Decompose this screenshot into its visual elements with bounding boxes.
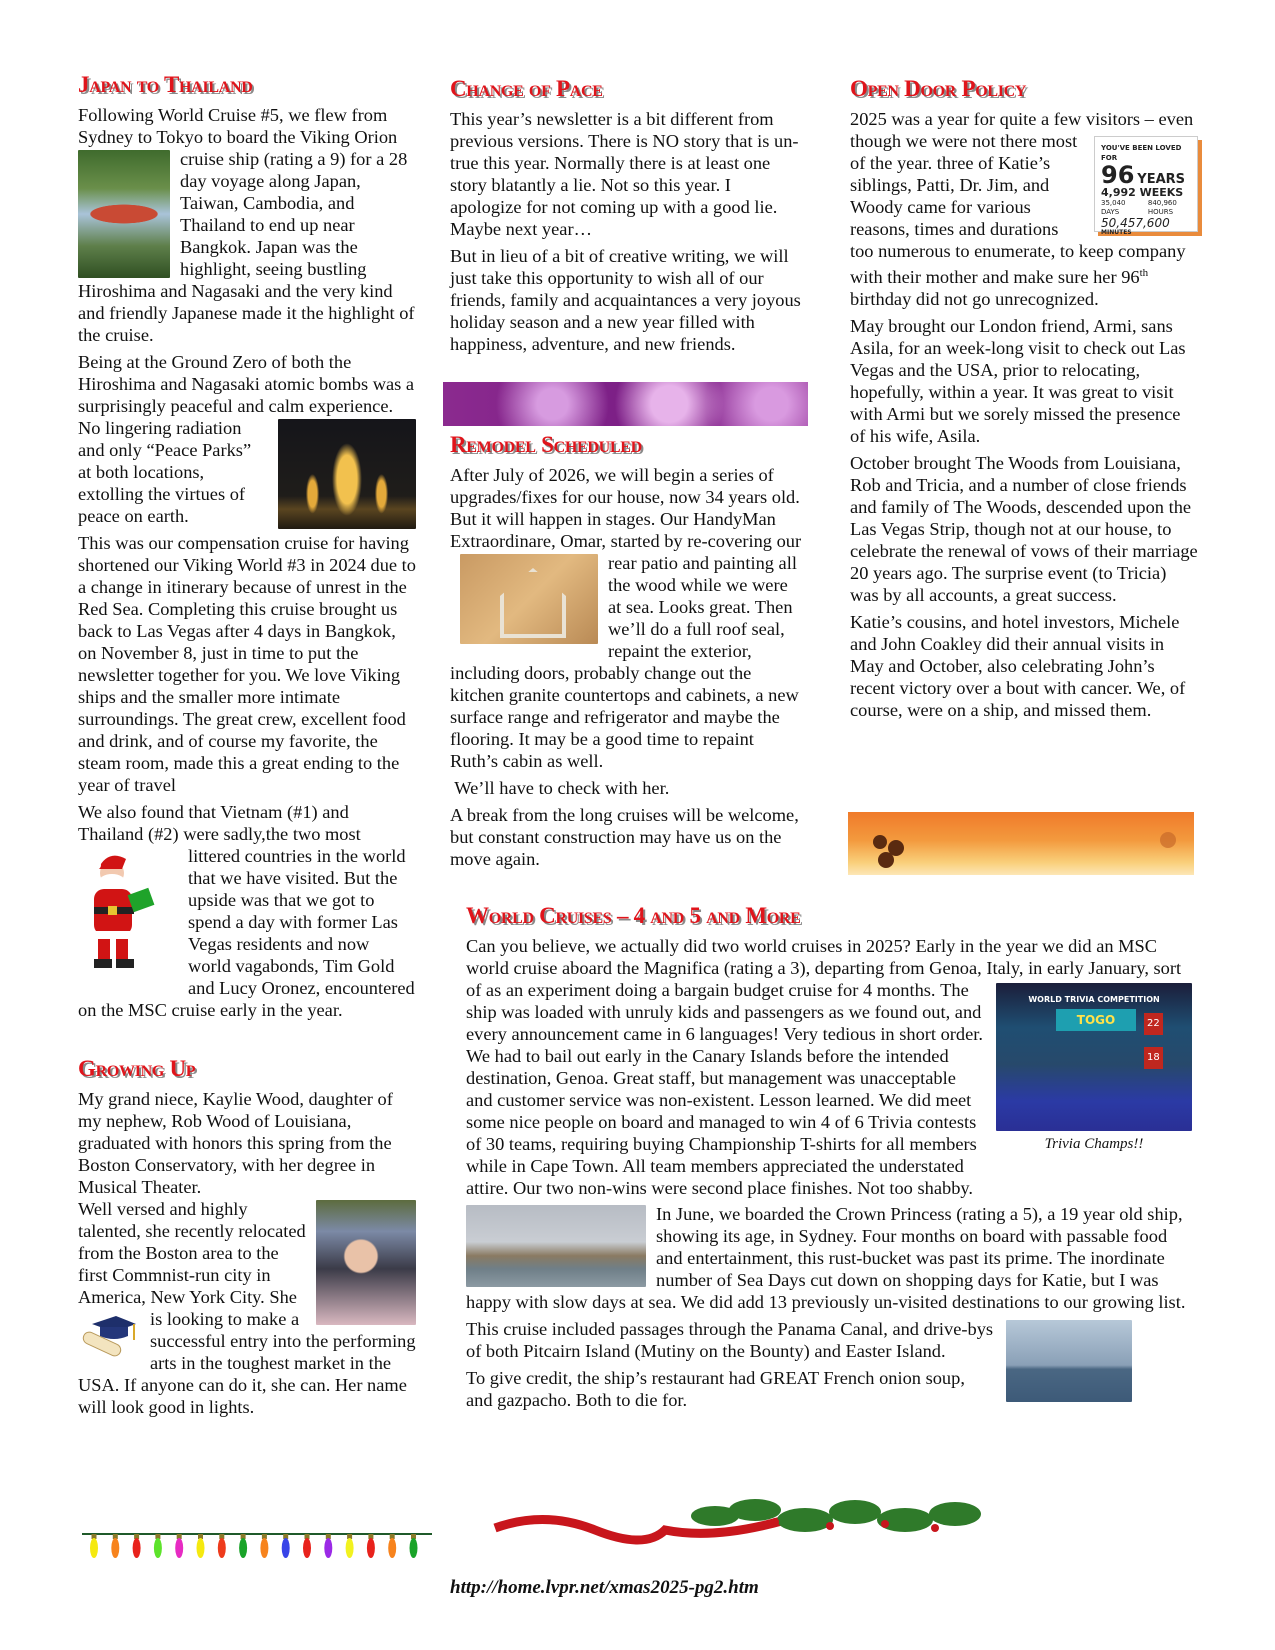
world-paragraph-3: This cruise included passages through the Panama Canal, and drive-bys of both Pitcairn Island (Mutiny on the Bounty) and Easter Island. <box>466 1318 1192 1362</box>
heading-world-cruises: World Cruises – 4 and 5 and More <box>466 903 801 928</box>
ornaments-icon <box>848 812 1194 875</box>
growing-paragraph-1: My grand niece, Kaylie Wood, daughter of my nephew, Rob Wood of Louisiana, graduated with honors this spring from the Boston Conservatory, with her degree in Musical Theater. <box>78 1089 393 1197</box>
world-paragraph-4: To give credit, the ship’s restaurant had GREAT French onion soup, and gazpacho. Both to die for. <box>466 1368 965 1410</box>
light-bulb-icon <box>367 1534 375 1558</box>
graduate-photo <box>316 1200 416 1325</box>
change-paragraph-1: This year’s newsletter is a bit different from previous versions. There is NO story that is un-true this year. Normally there is at least one story blatantly a lie. Not so this year. I apologize for not coming up with a good lie. Maybe next year… <box>450 109 799 239</box>
opendoor-paragraph-1: 2025 was a year for quite a few visitors – YOU'VE BEEN LOVED FOR 96 YEARS 4,992 WEEKS 35,040 DAYS 840,960 HOURS 50,457,600 MINUTES even though we were not there most of the year. three of Katie’s siblings, Patti, Dr. Jim, and Woody came for various reasons, times and durations too numerous to enumerate, to keep company with their mother and make sure her 96th birthday did not go unrecognized. <box>850 108 1198 310</box>
light-bulb-icon <box>133 1534 141 1558</box>
heading-growing-up: Growing Up <box>78 1056 196 1081</box>
japan-paragraph-3: This was our compensation cruise for having shortened our Viking World #3 in 2024 due to a change in itinerary because of unrest in the Red Sea. Completing this cruise brought us back to Las Vegas after 4 days in Bangkok, on November 8, just in time to put the newsletter together for you. We love Viking ships and the smaller more intimate surroundings. The great crew, excellent food and drink, and of course my favorite, the steam room, made this a great ending to the year of travel <box>78 533 416 795</box>
light-bulb-icon <box>90 1534 98 1558</box>
world-paragraph-1: Can you believe, we actually did two world cruises in 2025? Early in the year we did an MSC world cruise aboard the Magnifica (rating a 3), departing from Genoa, Italy, in early January, sort of as an experiment doing a bargain budget cruise for 4 months. WORLD TRIVIA COMPETITION TOGO 22 18 Trivia Champs!! The ship was loaded with unruly kids and passengers as we found out, and every announcement came in 6 languages! Very tedious in short order. We had to bail out early in the Canary Islands before the intended destination, Genoa. Great staff, but management was unacceptable and customer service was non-existent. Lesson learned. We did meet some nice people on board and managed to win 4 of 6 Trivia contests of 30 teams, requiring buying Championship T-shirts for all members while in Cape Town. All team members appreciated the understated attire. Our two non-wins were second place finishes. Not too shabby. <box>466 935 1192 1199</box>
column-middle <box>450 76 805 360</box>
column-right <box>850 76 1198 726</box>
heading-change-of-pace: Change of Pace <box>450 76 603 101</box>
thailand-temple-photo <box>278 419 416 529</box>
remodel-paragraph-1: After July of 2026, we will begin a series of upgrades/fixes for our house, now 34 years old. But it will happen in stages. Our HandyMan Extraordinare, Omar, started by re-covering our rear patio and painting all the wood while we were at sea. Looks great. Then we’ll do a full roof seal, repaint the exterior, including doors, probably change out the kitchen granite countertops and cabinets, a new surface range and refrigerator and maybe the flooring. It may be a good time to repaint Ruth’s cabin as well. <box>450 465 802 771</box>
trivia-figure <box>996 983 1192 1155</box>
opendoor-paragraph-2: May brought our London friend, Armi, sans Asila, for an week-long visit to check out Las Vegas and the USA, prior to relocating, hopefully, within a year. It was great to visit with Armi but we sorely missed the presence of his wife, Asila. <box>850 316 1186 447</box>
remodel-paragraph-3: A break from the long cruises will be welcome, but constant construction may have us on the move again. <box>450 805 799 869</box>
light-bulb-icon <box>282 1534 290 1558</box>
world-paragraph-2: In June, we boarded the Crown Princess (rating a 5), a 19 year old ship, showing its age, in Sydney. Four months on board with passable food and entertainment, this rust-bucket was past its prime. The inordinate number of Sea Days cut down on shopping days for Katie, but I was happy with slow days at sea. We did add 13 previously un-visited destinations to our growing list. <box>466 1204 1186 1312</box>
sydney-opera-house-photo <box>466 1205 646 1287</box>
light-bulb-icon <box>218 1534 226 1558</box>
graduation-cap-icon <box>78 1310 140 1362</box>
ribbon-icon <box>495 1519 785 1540</box>
ornament-banner <box>848 812 1194 875</box>
sinking-ship-photo <box>1006 1320 1132 1402</box>
page-url[interactable]: http://home.lvpr.net/xmas2025-pg2.htm <box>450 1577 759 1598</box>
christmas-lights-string <box>82 1530 432 1570</box>
light-bulb-icon <box>154 1534 162 1558</box>
heading-japan-to-thailand: Japan to Thailand <box>78 72 253 97</box>
trivia-champs-photo: WORLD TRIVIA COMPETITION TOGO 22 18 <box>996 983 1192 1131</box>
remodel-paragraph-2: We’ll have to check with her. <box>450 778 670 798</box>
graduation-cap-diploma-clipart <box>78 1310 140 1362</box>
light-bulb-icon <box>324 1534 332 1558</box>
light-bulb-icon <box>303 1534 311 1558</box>
light-bulb-icon <box>111 1534 119 1558</box>
light-bulb-icon <box>410 1534 418 1558</box>
house-tools-photo <box>460 554 598 644</box>
light-bulb-icon <box>197 1534 205 1558</box>
japan-paragraph-1: Following World Cruise #5, we flew from Sydney to Tokyo to board the Viking Orion cruise ship (rating a 9) for a 28 day voyage along Japan, Taiwan, Cambodia, and Thailand to end up near Bangkok. Japan was the highlight, seeing bustling Hiroshima and Nagasaki and the very kind and friendly Japanese made it the highlight of the cruise. <box>78 105 415 345</box>
holly-ribbon-garland <box>485 1490 985 1552</box>
trivia-caption: Trivia Champs!! <box>1044 1136 1144 1152</box>
santa-clipart <box>78 847 178 977</box>
light-bulb-icon <box>175 1534 183 1558</box>
column-middle-remodel <box>450 432 805 875</box>
birthday-card: YOU'VE BEEN LOVED FOR 96 YEARS 4,992 WEEKS 35,040 DAYS 840,960 HOURS 50,457,600 MINUTES <box>1094 136 1198 232</box>
snowflake-banner <box>443 382 808 426</box>
growing-paragraph-2: Well versed and highly talented, she recently relocated from the Boston area to the first Commnist-run city in America, New York City. She is looking to make a successful entry into the performing arts in the toughest market in the USA. If anyone can do it, she can. Her name will look good in lights. <box>78 1199 416 1417</box>
santa-icon <box>78 847 178 977</box>
opendoor-paragraph-3: October brought The Woods from Louisiana, Rob and Tricia, and a number of close friends and family of The Woods, descended upon the Las Vegas Strip, though not at our house, to celebrate the renewal of vows of their marriage 20 years ago. The surprise event (to Tricia) was by all accounts, a great success. <box>850 453 1198 606</box>
light-bulb-icon <box>388 1534 396 1558</box>
japan-paragraph-2: Being at the Ground Zero of both the Hiroshima and Nagasaki atomic bombs was a surprisingly peaceful and calm experience. No lingering radiation and only “Peace Parks” at both locations, extolling the virtues of peace on earth. <box>78 351 416 527</box>
japan-bridge-photo <box>78 150 170 278</box>
heading-remodel-scheduled: Remodel Scheduled <box>450 432 642 457</box>
light-bulb-icon <box>260 1534 268 1558</box>
opendoor-paragraph-4: Katie’s cousins, and hotel investors, Michele and John Coakley did their annual visits in May and October, also celebrating John’s recent victory over a bout with cancer. We, of course, were on a ship, and missed them. <box>850 612 1186 721</box>
light-bulb-icon <box>239 1534 247 1558</box>
world-cruises-section <box>466 903 1192 1416</box>
heading-open-door-policy: Open Door Policy <box>850 76 1027 101</box>
japan-paragraph-4: We also found that Vietnam (#1) and Thailand (#2) were sadly,the two most littered countries in the world that we have visited. But the upside was that we got to spend a day with former Las Vegas residents and now world vagabonds, Tim Gold and Lucy Oronez, encountered on the MSC cruise early in the year. <box>78 802 415 1020</box>
light-bulb-icon <box>346 1534 354 1558</box>
change-paragraph-2: But in lieu of a bit of creative writing, we will just take this opportunity to wish all of our friends, family and acquaintances a very joyous holiday season and a new year filled with happiness, adventure, and new friends. <box>450 246 801 354</box>
column-left <box>78 72 416 1423</box>
